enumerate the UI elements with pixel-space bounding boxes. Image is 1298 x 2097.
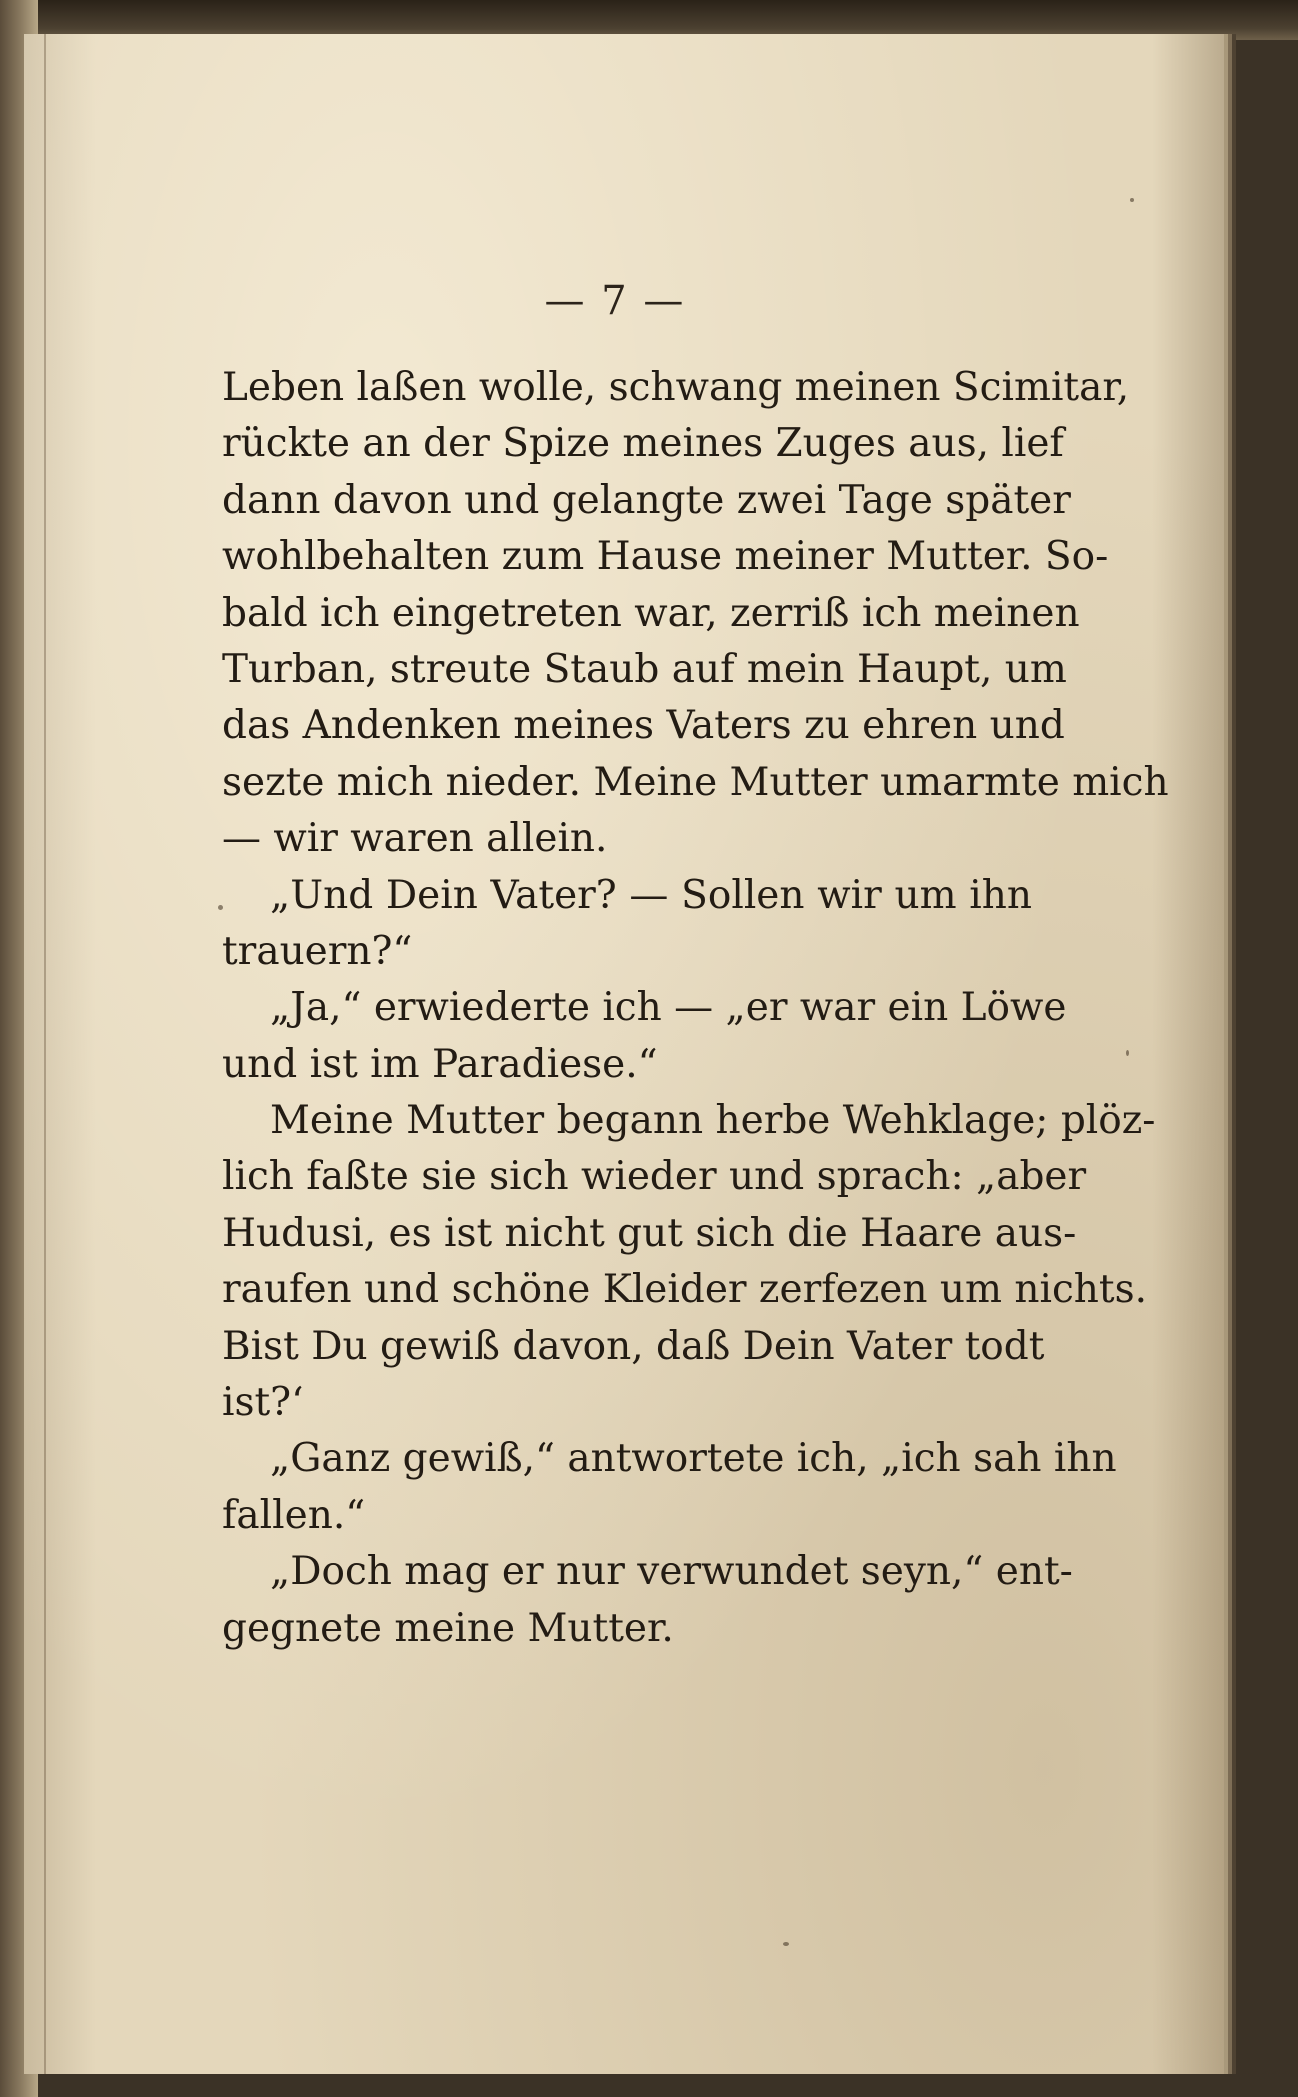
text-line: bald ich eingetreten war, zerriß ich meinen: [222, 590, 1080, 636]
text-line: „Doch mag er nur verwundet seyn,“ ent-: [270, 1549, 1073, 1595]
text-line: raufen und schöne Kleider zerfezen um nichts.: [222, 1267, 1147, 1313]
page-number: — 7 —: [544, 278, 686, 324]
text-line: trauern?“: [222, 928, 413, 974]
page-text: [222, 360, 1169, 1657]
text-line: Hudusi, es ist nicht gut sich die Haare aus-: [222, 1210, 1077, 1256]
paper-speck: [783, 1942, 789, 1946]
page-gutter: [44, 34, 46, 2074]
text-line: Turban, streute Staub auf mein Haupt, um: [222, 646, 1067, 692]
paper-speck: [1130, 198, 1134, 202]
text-line: wohlbehalten zum Hause meiner Mutter. So-: [222, 534, 1109, 580]
text-line: — wir waren allein.: [222, 816, 608, 862]
text-line: gegnete meine Mutter.: [222, 1605, 674, 1651]
text-line: das Andenken meines Vaters zu ehren und: [222, 703, 1065, 749]
paper-speck: [1126, 1050, 1129, 1056]
text-line: „Ganz gewiß,“ antwortete ich, „ich sah ihn: [270, 1436, 1117, 1482]
text-line: Leben laßen wolle, schwang meinen Scimitar,: [222, 365, 1130, 410]
text-line: fallen.“: [222, 1492, 366, 1538]
text-line: Bist Du gewiß davon, daß Dein Vater todt: [222, 1323, 1045, 1369]
paper-speck: [218, 905, 223, 910]
text-line: „Und Dein Vater? — Sollen wir um ihn: [270, 872, 1032, 918]
text-line: ist?‘: [222, 1380, 304, 1426]
text-line: dann davon und gelangte zwei Tage später: [222, 477, 1071, 523]
text-line: lich faßte sie sich wieder und sprach: „aber: [222, 1154, 1087, 1200]
text-line: Meine Mutter begann herbe Wehklage; plöz-: [270, 1098, 1156, 1144]
text-line: „Ja,“ erwiederte ich — „er war ein Löwe: [270, 985, 1067, 1031]
text-line: und ist im Paradiese.“: [222, 1041, 658, 1087]
text-line: rückte an der Spize meines Zuges aus, lief: [222, 421, 1064, 467]
text-line: sezte mich nieder. Meine Mutter umarmte mich: [222, 759, 1169, 805]
